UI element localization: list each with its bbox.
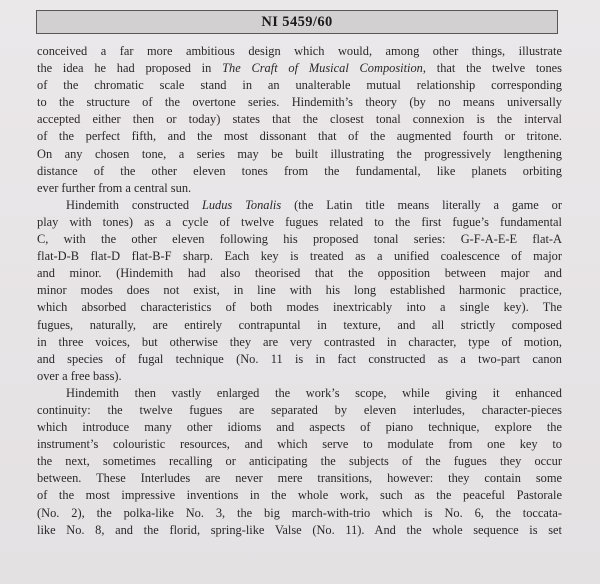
text-line xyxy=(37,317,562,334)
text-run: continuity: the twelve fugues are separated by eleven interludes, character-pieces xyxy=(37,402,562,417)
body-text xyxy=(37,43,562,539)
text-line xyxy=(37,77,562,94)
text-run: distance of the other eleven tones from the fundamental, like planets orbiting xyxy=(37,163,562,178)
text-run: like No. 8, and the florid, spring-like Valse (No. 11). And the whole sequence is set xyxy=(37,522,562,537)
text-run: play with tones) as a cycle of twelve fugues related to the first fugue’s fundamental xyxy=(37,214,562,229)
text-run: and species of fugal technique (No. 11 is in fact constructed as a two-part canon xyxy=(37,351,562,366)
text-line xyxy=(37,214,562,231)
text-run: , that the twelve tones xyxy=(422,61,563,76)
text-line xyxy=(37,299,562,316)
italic-title: Ludus Tonalis xyxy=(201,197,282,212)
text-run: and minor. (Hindemith had also theorised that the opposition between major and xyxy=(37,266,562,281)
text-line xyxy=(37,487,562,504)
text-line xyxy=(37,197,562,214)
text-line xyxy=(37,128,562,145)
text-run: to the structure of the overtone series. Hindemith’s theory (by no means universally xyxy=(37,95,562,110)
catalog-header-box xyxy=(36,10,558,34)
text-line xyxy=(37,436,562,453)
text-run: between. These Interludes are never mere transitions, however: they contain some xyxy=(37,471,562,486)
text-run: accepted either then or today) states that the closest tonal connexion is the interval xyxy=(37,112,562,127)
text-line xyxy=(37,265,562,282)
text-run: the next, sometimes recalling or anticipating the subjects of the fugues they occur xyxy=(37,454,562,469)
text-run: which absorbed characteristics of both modes inextricably into a single key). The xyxy=(37,300,562,315)
text-line xyxy=(37,368,562,385)
text-run: minor modes does not exist, in line with his long established harmonic practice, xyxy=(37,283,562,298)
text-line xyxy=(37,334,562,351)
italic-title: The Craft of Musical Composition xyxy=(222,61,423,76)
text-line xyxy=(37,522,562,539)
text-line xyxy=(37,505,562,522)
text-line xyxy=(37,231,562,248)
text-run: ever further from a central sun. xyxy=(37,180,192,195)
paragraph xyxy=(37,197,562,385)
text-line xyxy=(37,453,562,470)
text-run: of the perfect fifth, and the most dissonant that of the augmented fourth or tritone. xyxy=(37,129,562,144)
text-run: Hindemith then vastly enlarged the work’s scope, while giving it enhanced xyxy=(66,385,562,400)
text-run: over a free bass). xyxy=(37,368,122,383)
text-line xyxy=(37,402,562,419)
text-run: (No. 2), the polka-like No. 3, the big march-with-trio which is No. 6, the toccata- xyxy=(37,505,562,520)
catalog-number: NI 5459/60 xyxy=(261,13,333,30)
text-run: which introduce many other idioms and aspects of piano technique, explore the xyxy=(37,420,562,435)
text-line xyxy=(37,43,562,60)
text-run: in three voices, but otherwise they are very contrasted in character, type of motion, xyxy=(37,334,562,349)
text-line xyxy=(37,282,562,299)
text-line xyxy=(37,60,562,77)
text-line xyxy=(37,163,562,180)
text-line xyxy=(37,248,562,265)
paragraph xyxy=(37,43,562,197)
text-run: of the most impressive inventions in the whole work, such as the peaceful Pastorale xyxy=(37,488,562,503)
text-line xyxy=(37,351,562,368)
text-run: the idea he had proposed in xyxy=(37,61,223,76)
text-run: flat-D-B flat-D flat-B-F sharp. Each key is treated as a unified coalescence of major xyxy=(37,249,562,264)
text-run: C, with the other eleven following his proposed tonal series: G-F-A-E-E flat-A xyxy=(37,232,562,247)
text-run: On any chosen tone, a series may be built illustrating the progressively lengthening xyxy=(37,146,562,161)
text-line xyxy=(37,419,562,436)
text-line xyxy=(37,180,562,197)
text-line xyxy=(37,111,562,128)
text-run: Hindemith constructed xyxy=(66,197,202,212)
text-run: of the chromatic scale stand in an unalterable mutual relationship corresponding xyxy=(37,78,562,93)
text-run: fugues, naturally, are entirely contrapuntal in texture, and all strictly composed xyxy=(37,317,562,332)
text-line xyxy=(37,470,562,487)
text-line xyxy=(37,146,562,163)
text-run: (the Latin title means literally a game or xyxy=(281,197,562,212)
text-line xyxy=(37,385,562,402)
text-run: instrument’s colouristic resources, and which serve to modulate from one key to xyxy=(37,437,562,452)
paragraph xyxy=(37,385,562,539)
text-run: conceived a far more ambitious design which would, among other things, illustrate xyxy=(37,44,562,58)
text-line xyxy=(37,94,562,111)
